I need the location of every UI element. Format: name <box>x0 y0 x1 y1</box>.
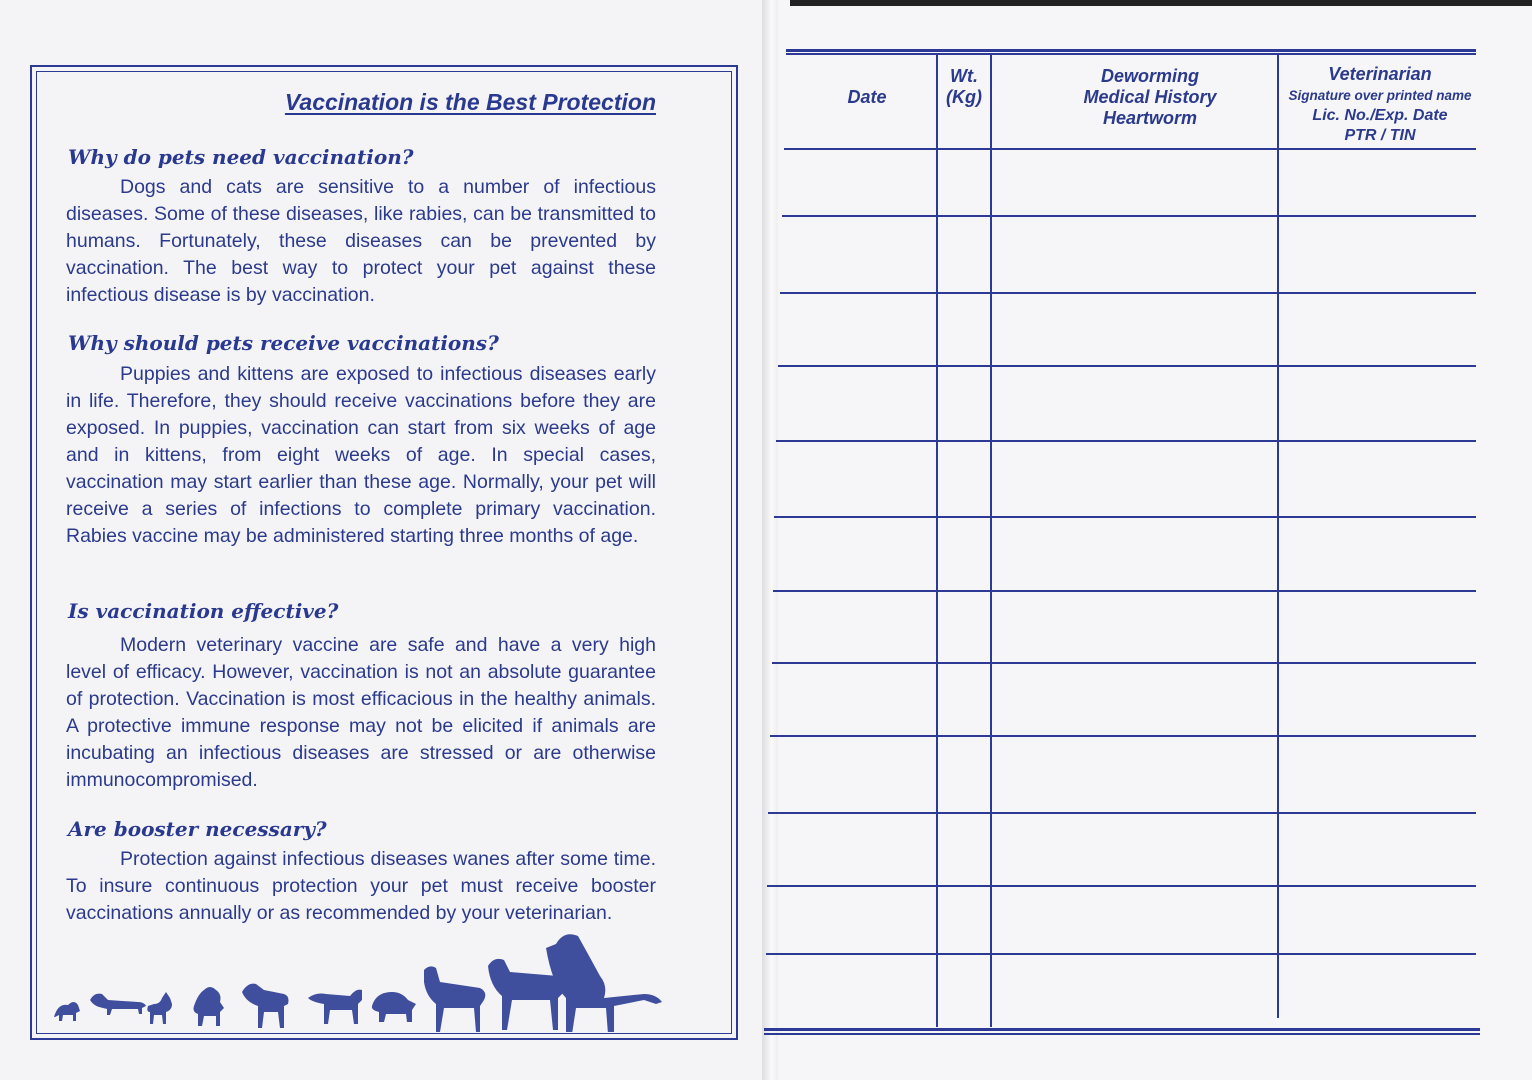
dog-silhouette-3 <box>147 992 172 1024</box>
dog-silhouette-6 <box>308 990 362 1024</box>
dog-silhouette-2 <box>90 994 146 1015</box>
section-body: Puppies and kittens are exposed to infectious diseases early in life. Therefore, they should receive vaccinations before they are exposed. In puppies, vaccination can start from six weeks of age and in kittens, from eight weeks of age. In special cases, vaccination may start earlier than these age. Normally, your pet will receive a series of infections to complete primary vaccination. Rabies vaccine may be administered starting three months of age. <box>66 363 656 547</box>
record-row[interactable] <box>778 442 1476 516</box>
header-deworming-line: Deworming <box>1100 66 1199 86</box>
record-row[interactable] <box>782 294 1476 365</box>
dog-silhouette-8 <box>424 966 485 1032</box>
page-edge-shadow <box>790 0 1532 6</box>
table-top-rule <box>786 49 1476 55</box>
header-vet-line: Signature over printed name <box>1288 88 1472 103</box>
record-row[interactable] <box>786 150 1476 215</box>
section-body: Modern veterinary vaccine are safe and have a very high level of efficacy. However, vaccination is not an absolute guarantee of protection. Vaccination is most efficacious in the healthy animals. A protective immune response may not be elicited if animals are incubating an infectious diseases are stressed or are otherwise immunocompromised. <box>66 634 656 791</box>
record-row[interactable] <box>776 518 1476 590</box>
header-veterinarian <box>1280 64 1480 146</box>
header-vet-line: PTR / TIN <box>1344 127 1416 144</box>
record-row[interactable] <box>770 814 1476 885</box>
header-date: Date <box>847 87 887 107</box>
record-row[interactable] <box>772 737 1476 812</box>
dog-silhouette-1 <box>54 1002 80 1021</box>
header-weight-line: Wt. <box>950 66 978 86</box>
record-row[interactable] <box>768 955 1476 1027</box>
section-question: Why do pets need vaccination? <box>68 145 414 169</box>
dog-silhouette-10 <box>546 934 662 1032</box>
header-vet-line: Lic. No./Exp. Date <box>1312 107 1448 124</box>
info-frame <box>30 65 738 1040</box>
dog-silhouette-4 <box>194 987 225 1026</box>
section-body: Dogs and cats are sensitive to a number of infectious diseases. Some of these diseases, like rabies, can be transmitted to humans. Fortunately, these diseases can be prevented by vaccination. The best way to protect your pet against these infectious disease is by vaccination. <box>66 176 656 306</box>
record-row[interactable] <box>775 592 1476 662</box>
record-row[interactable] <box>780 367 1476 440</box>
dog-silhouette-5 <box>242 984 289 1028</box>
header-deworming-line: Medical History <box>1083 87 1217 107</box>
record-row[interactable] <box>784 217 1476 292</box>
header-weight <box>938 66 990 108</box>
header-deworming <box>1000 66 1300 129</box>
table-bottom-rule <box>764 1028 1480 1035</box>
header-weight-line: (Kg) <box>946 87 982 107</box>
section-question: Why should pets receive vaccinations? <box>68 331 499 355</box>
dog-breeds-illustration <box>46 922 686 1032</box>
dog-silhouette-7 <box>372 992 416 1022</box>
record-row[interactable] <box>774 664 1476 735</box>
section-question: Is vaccination effective? <box>68 599 339 623</box>
section-question: Are booster necessary? <box>68 817 327 841</box>
page-title: Vaccination is the Best Protection <box>284 89 656 115</box>
header-deworming-line: Heartworm <box>1102 108 1198 128</box>
record-row[interactable] <box>769 887 1476 953</box>
header-vet-line: Veterinarian <box>1328 64 1432 84</box>
section-body: Protection against infectious diseases wanes after some time. To insure continuous protection your pet must receive booster vaccinations annually or as recommended by your veterinarian. <box>66 848 656 924</box>
